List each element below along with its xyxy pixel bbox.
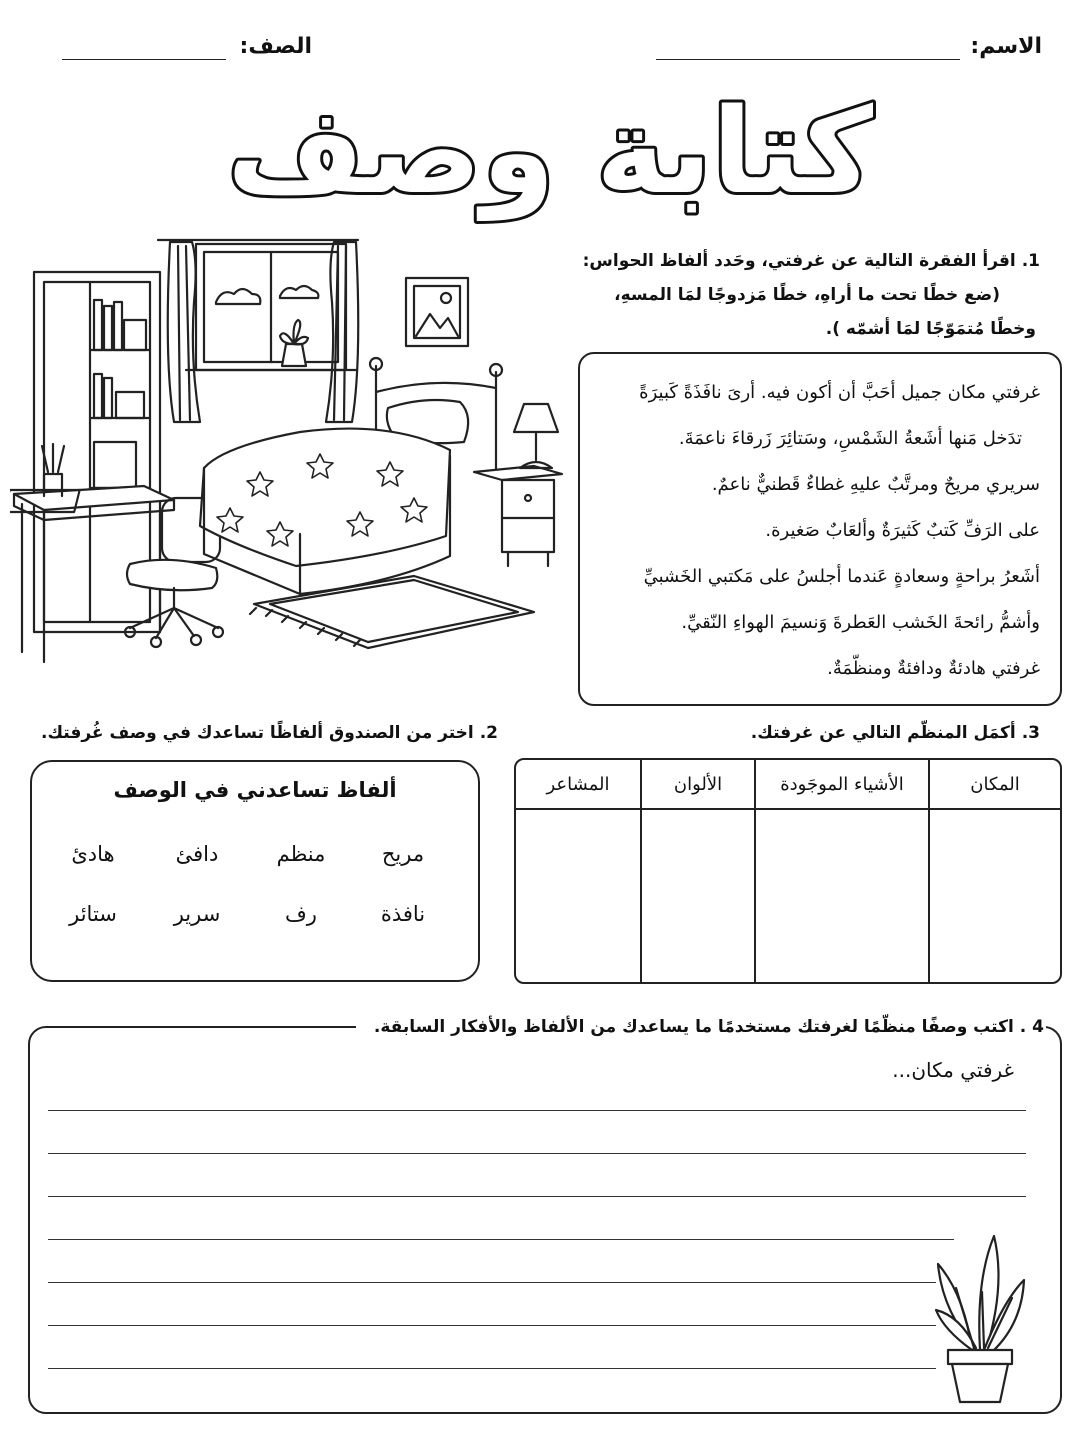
q1-line2: (ضع خطًا تحت ما أراهِ، خطًا مَزدوجًا لمَا المسهِ، [614, 285, 1000, 305]
word-bank-item[interactable]: دافئ [175, 842, 219, 866]
bedroom-illustration [10, 232, 570, 682]
word-bank-item[interactable]: منظم [276, 842, 326, 866]
word-bank-item[interactable]: ستائر [69, 902, 117, 926]
potted-plant-icon [930, 1232, 1030, 1408]
writing-line[interactable] [48, 1368, 936, 1369]
q2-number: 2. [479, 723, 498, 743]
passage-line-6[interactable]: وأشمُّ رائحةَ الخَشب العَطرةَ وَنسيمَ الهواءِ النّقيِّ. [681, 612, 1040, 633]
organizer-cell-objects[interactable] [754, 810, 928, 982]
name-field[interactable] [656, 40, 960, 60]
q1-line1-text: اقرأ الفقرة التالية عن غرفتي، وحَدد ألفاظ الحواس: [582, 251, 1016, 271]
q3-text: أكمَل المنظّم التالي عن غرفتك. [750, 723, 1016, 743]
organizer-header-row [516, 760, 1060, 810]
q4-text: اكتب وصفًا منظّمًا لغرفتك مستخدمًا ما يساعدك من الألفاظ والأفكار السابقة. [373, 1017, 1014, 1037]
q4-number: 4 . [1019, 1017, 1044, 1037]
organizer-cell-colors[interactable] [640, 810, 754, 982]
writing-starter-text: غرفتي مكان... [892, 1058, 1014, 1082]
organizer-header-place: المكان [928, 760, 1060, 810]
writing-line[interactable] [48, 1282, 936, 1283]
organizer-cell-place[interactable] [928, 810, 1060, 982]
writing-line[interactable] [48, 1196, 1026, 1197]
organizer-answer-row [516, 810, 1060, 982]
q1-line3: وخطًا مُتمَوّجًا لمَا أشمّه ). [825, 319, 1036, 339]
word-bank-item[interactable]: سرير [173, 902, 221, 926]
q4-instructions [364, 1010, 1044, 1044]
q1-instructions [570, 244, 1040, 346]
word-bank-item[interactable]: مريح [381, 842, 425, 866]
q1-line1 [570, 244, 1040, 278]
word-bank-item[interactable]: نافذة [380, 902, 426, 926]
organizer-header-feelings: المشاعر [516, 760, 640, 810]
passage-line-1[interactable]: غرفتي مكان جميل أحَبَّ أن أكون فيه. أرىَ نافَذَةً كَبيرَةً [639, 382, 1040, 403]
worksheet-title-text: كتابة وصف [227, 82, 873, 220]
worksheet-title [200, 82, 900, 232]
writing-line[interactable] [48, 1110, 1026, 1111]
q2-text: اختر من الصندوق ألفاظًا تساعدك في وصف غُرفتك. [41, 723, 474, 743]
graphic-organizer-table [514, 758, 1062, 984]
word-bank-title: ألفاظ تساعدني في الوصف [113, 778, 397, 802]
writing-area-box [28, 1026, 1062, 1414]
passage-line-4[interactable]: على الرَفِّ كَتبٌ كَثيرَةٌ وألعَابٌ صَغيرة. [765, 520, 1040, 541]
word-bank-item[interactable]: هادئ [71, 842, 115, 866]
q2-instructions [40, 716, 498, 750]
q3-instructions [620, 716, 1040, 750]
organizer-cell-feelings[interactable] [516, 810, 640, 982]
q1-number: 1. [1021, 251, 1040, 271]
writing-line[interactable] [48, 1153, 1026, 1154]
passage-line-5[interactable]: أشَعرُ براحةٍ وسعادةٍ عَندما أجلسُ على مَكتبي الخَشبيِّ [643, 566, 1040, 587]
class-field[interactable] [62, 40, 226, 60]
passage-line-2[interactable]: تدَخل مَنها أشَعةُ الشَمْسِ، وسَتائِرَ زَرقاءَ ناعمَةَ. [678, 428, 1022, 449]
word-bank-box [30, 760, 480, 982]
word-bank-item[interactable]: رف [285, 902, 317, 926]
writing-line[interactable] [48, 1239, 954, 1240]
organizer-header-colors: الألوان [640, 760, 754, 810]
writing-line[interactable] [48, 1325, 936, 1326]
passage-line-3[interactable]: سريري مريحٌ ومرتَّبٌ عليهِ غطاءٌ قَطنيٌّ ناعمٌ. [711, 474, 1040, 495]
passage-line-7[interactable]: غرفتي هادئةٌ ودافئةٌ ومنظّمَةٌ. [827, 658, 1040, 679]
name-label: الاسم: [970, 34, 1042, 59]
passage-box [578, 352, 1062, 706]
class-label: الصف: [239, 34, 312, 59]
organizer-header-objects: الأشياء الموجَودة [754, 760, 928, 810]
q3-number: 3. [1021, 723, 1040, 743]
